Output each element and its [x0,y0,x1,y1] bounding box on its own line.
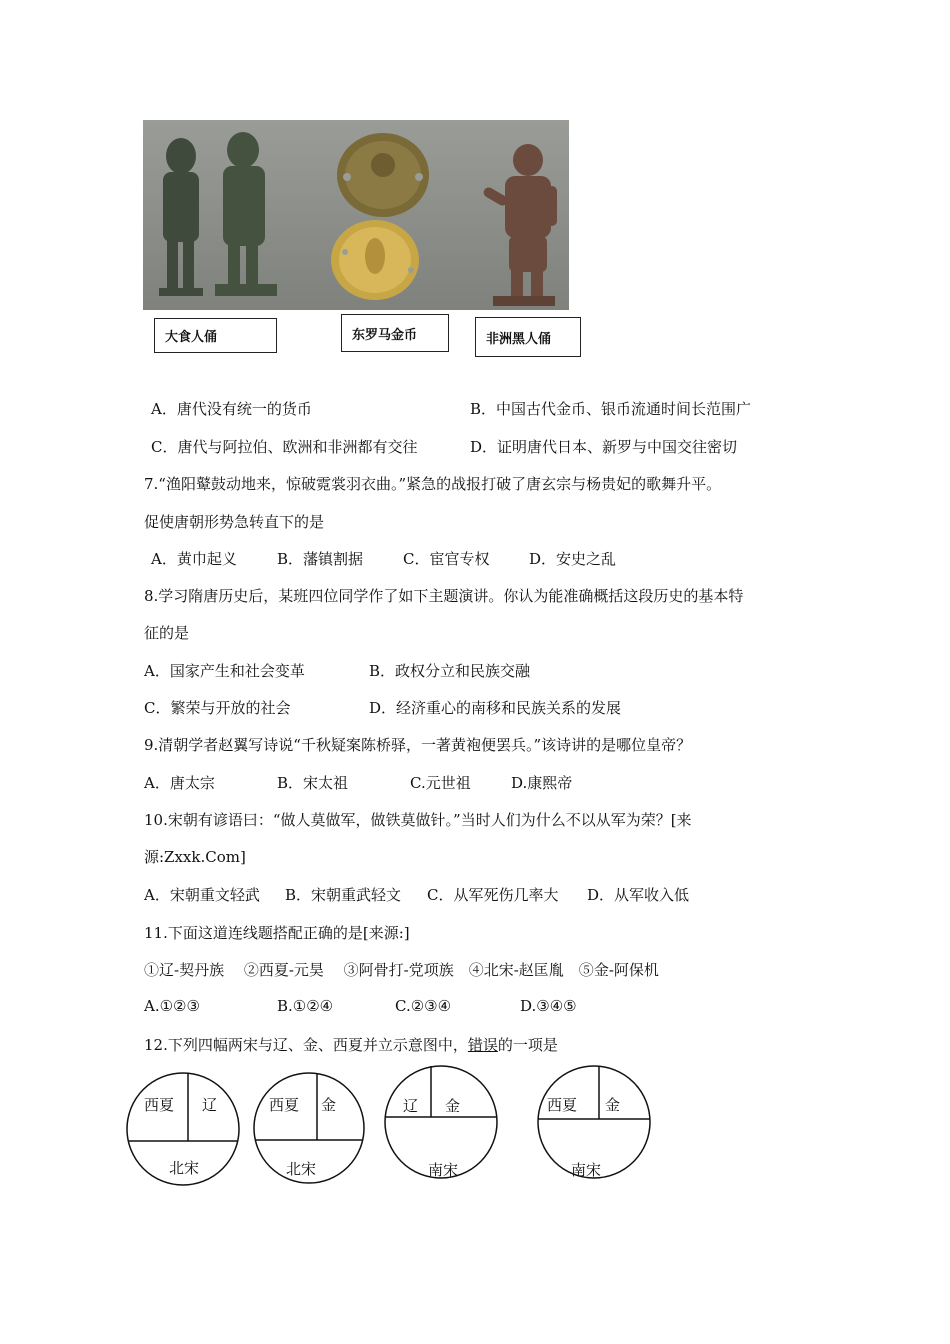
q9-option-b: B．宋太祖 [277,774,349,792]
q11-option-c: C.②③④ [395,997,452,1015]
q9-stem: 9.清朝学者赵翼写诗说“千秋疑案陈桥驿，一著黄袍便罢兵。”该诗讲的是哪位皇帝？ [144,736,692,754]
diagram-1 [124,1070,242,1188]
diagram-4-top-right: 金 [605,1096,621,1114]
diagram-1-top-left: 西夏 [144,1096,175,1114]
q11-option-a: A.①②③ [144,997,200,1015]
q8-option-c: C．繁荣与开放的社会 [144,699,291,717]
q9-option-a: A．唐太宗 [144,774,215,792]
q12-stem: 12.下列四幅两宋与辽、金、西夏并立示意图中，错误的一项是 [144,1036,558,1054]
q7-option-b: B．藩镇割据 [277,550,364,568]
q11-option-b: B.①②④ [277,997,334,1015]
diagram-3-top-right: 金 [445,1097,461,1115]
diagram-1-bottom: 北宋 [169,1159,200,1177]
q10-option-c: C．从军死伤几率大 [427,886,559,904]
diagram-3 [383,1060,499,1182]
q11-option-d: D.③④⑤ [520,997,577,1015]
q8-stem-line2: 征的是 [144,624,190,642]
figure-label-coin: 东罗马金币 [341,314,449,352]
q9-option-c: C.元世祖 [410,774,471,792]
q8-option-b: B．政权分立和民族交融 [369,662,531,680]
q7-stem-line2: 促使唐朝形势急转直下的是 [144,513,325,531]
artifact-photo [143,120,569,310]
q8-stem-line1: 8.学习隋唐历史后，某班四位同学作了如下主题演讲。你认为能准确概括这段历史的基本特 [144,587,744,605]
diagram-4-bottom: 南宋 [571,1161,602,1179]
q8-option-d: D．经济重心的南移和民族关系的发展 [369,699,622,717]
diagram-2 [251,1070,367,1186]
diagram-4-top-left: 西夏 [547,1096,578,1114]
diagram-1-top-right: 辽 [202,1096,218,1114]
diagram-2-bottom: 北宋 [286,1160,317,1178]
q10-option-b: B．宋朝重武轻文 [285,886,402,904]
q10-option-d: D．从军收入低 [587,886,690,904]
q12-emphasis: 错误 [467,1036,498,1054]
q6-option-b: B．中国古代金币、银币流通时间长范围广 [470,400,752,418]
q8-option-a: A．国家产生和社会变革 [144,662,305,680]
figure-label-african: 非洲黑人俑 [475,317,581,357]
diagram-4 [535,1062,653,1182]
diagram-2-top-right: 金 [321,1096,337,1114]
q6-option-d: D．证明唐代日本、新罗与中国交往密切 [470,438,738,456]
q7-stem-line1: 7.“渔阳鼙鼓动地来，惊破霓裳羽衣曲。”紧急的战报打破了唐玄宗与杨贵妃的歌舞升平。 [144,475,722,493]
q11-items: ①辽-契丹族 ②西夏-元昊 ③阿骨打-党项族 ④北宋-赵匡胤 ⑤金-阿保机 [144,961,659,979]
q7-option-a: A．黄巾起义 [151,550,237,568]
q7-option-c: C．宦官专权 [403,550,490,568]
q10-stem-line2: 源:Zxxk.Com] [144,848,246,866]
diagram-3-top-left: 辽 [403,1097,419,1115]
figure-label-dashi: 大食人俑 [154,318,277,353]
diagram-2-top-left: 西夏 [269,1096,300,1114]
q9-option-d: D.康熙帝 [511,774,573,792]
q10-option-a: A．宋朝重文轻武 [144,886,260,904]
q6-option-a: A．唐代没有统一的货币 [151,400,312,418]
q10-stem-line1: 10.宋朝有谚语曰：“做人莫做军，做铁莫做针。”当时人们为什么不以从军为荣？[来 [144,811,692,829]
artifact-illustration [143,120,569,310]
q7-option-d: D．安史之乱 [529,550,617,568]
diagram-3-bottom: 南宋 [428,1161,459,1179]
q6-option-c: C．唐代与阿拉伯、欧洲和非洲都有交往 [151,438,418,456]
q11-stem: 11.下面这道连线题搭配正确的是[来源:] [144,924,410,942]
